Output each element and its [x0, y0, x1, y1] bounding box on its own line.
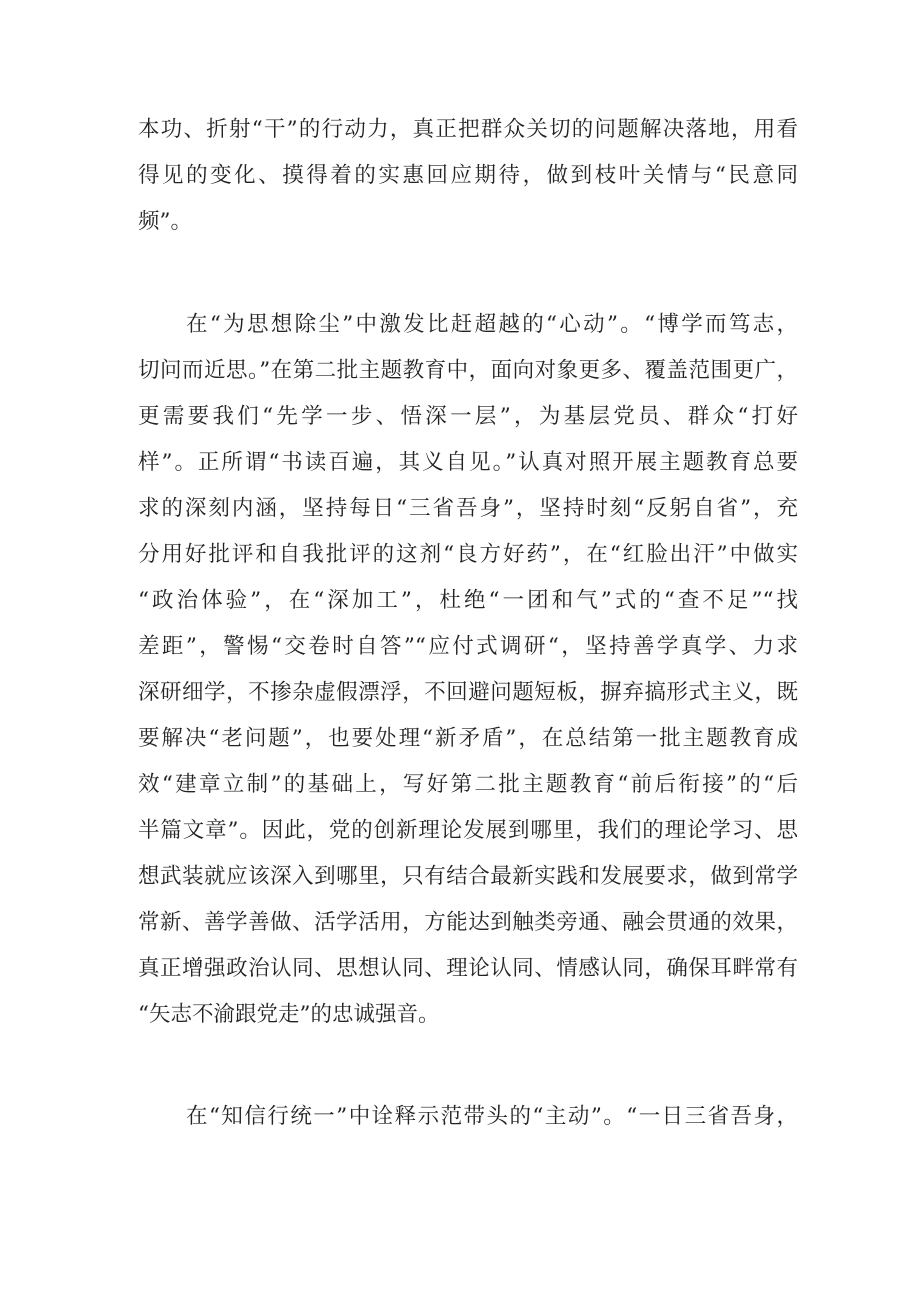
text-line: 切问而近思。”在第二批主题教育中，面向对象更多、覆盖范围更广，	[138, 358, 798, 383]
text-line: 在“为思想除尘”中激发比赶超越的“心动”。“博学而笃志，	[186, 312, 798, 337]
text-line: 分用好批评和自我批评的这剂“良方好药”，在“红脸出汗”中做实	[138, 542, 798, 567]
text-line: 想武装就应该深入到哪里，只有结合最新实践和发展要求，做到常学	[138, 864, 798, 889]
text-line: 常新、善学善做、活学活用，方能达到触类旁通、融会贯通的效果，	[138, 910, 798, 935]
text-line: 频”。	[138, 209, 192, 234]
text-line: 差距”，警惕“交卷时自答”“应付式调研“，坚持善学真学、力求	[138, 634, 798, 659]
text-line: 深研细学，不掺杂虚假漂浮，不回避问题短板，摒弃搞形式主义，既	[138, 680, 798, 705]
text-line: 得见的变化、摸得着的实惠回应期待，做到枝叶关情与“民意同	[138, 163, 798, 188]
text-line: 样”。正所谓“书读百遍，其义自见。”认真对照开展主题教育总要	[138, 450, 798, 475]
text-line: 真正增强政治认同、思想认同、理论认同、情感认同，确保耳畔常有	[138, 956, 798, 981]
text-line: 要解决“老问题”，也要处理“新矛盾”，在总结第一批主题教育成	[138, 726, 798, 751]
text-line: 求的深刻内涵，坚持每日“三省吾身”，坚持时刻“反躬自省”，充	[138, 496, 798, 521]
text-line: 在“知信行统一”中诠释示范带头的“主动”。“一日三省吾身，	[186, 1104, 798, 1129]
text-line: 本功、折射“干”的行动力，真正把群众关切的问题解决落地，用看	[138, 117, 798, 142]
text-line: 半篇文章”。因此，党的创新理论发展到哪里，我们的理论学习、思	[138, 818, 798, 843]
text-line: “矢志不渝跟党走”的忠诚强音。	[138, 1002, 440, 1027]
text-line: “政治体验”，在“深加工”，杜绝“一团和气”式的“查不足”“找	[138, 588, 798, 613]
text-line: 更需要我们“先学一步、悟深一层”，为基层党员、群众“打好	[138, 404, 798, 429]
text-line: 效“建章立制”的基础上，写好第二批主题教育“前后衔接”的“后	[138, 772, 798, 797]
